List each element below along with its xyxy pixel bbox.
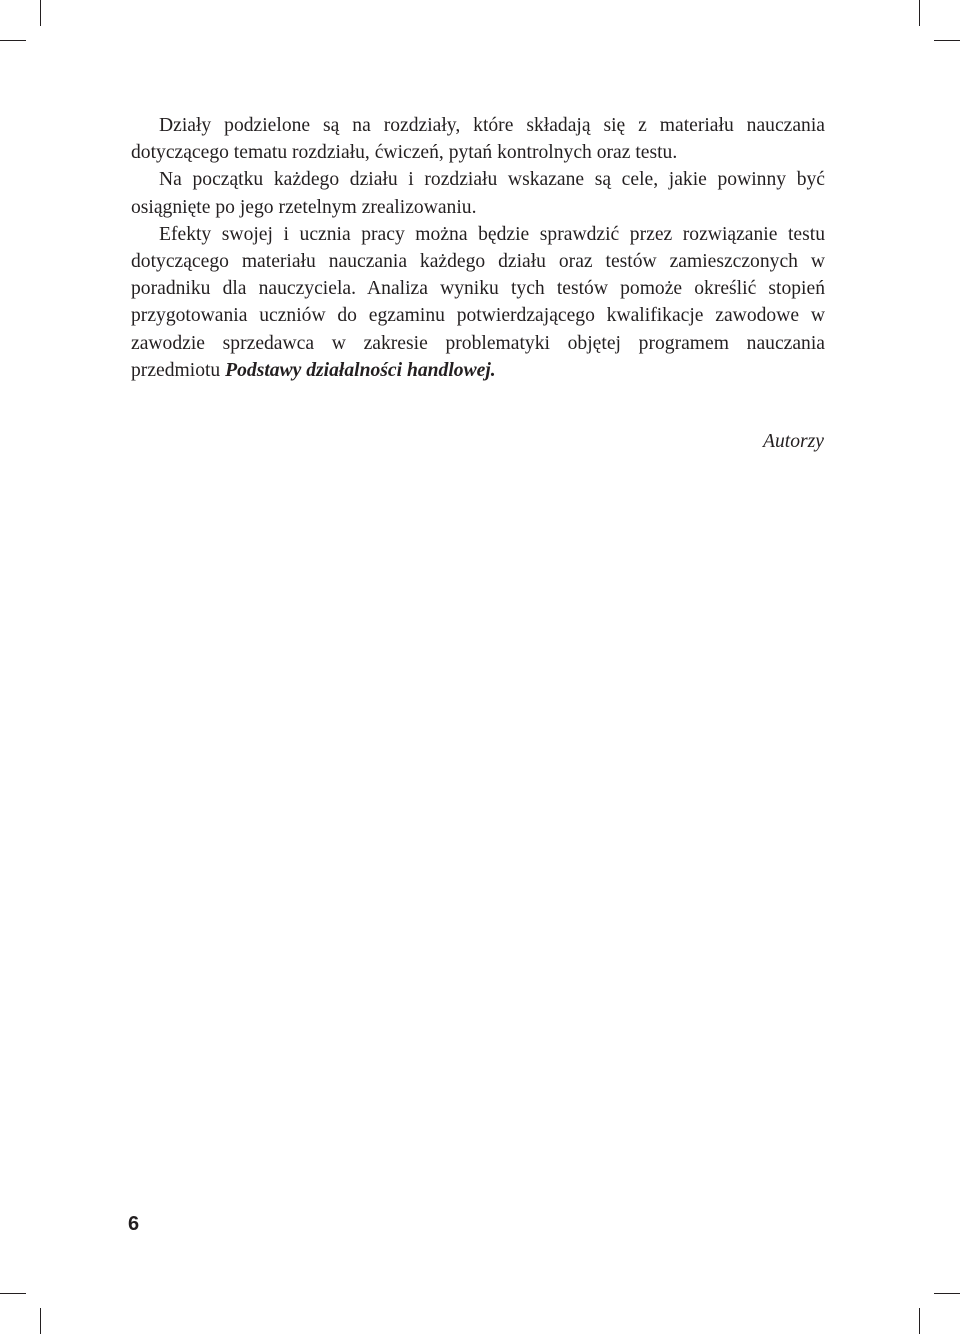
crop-mark-bottom-right-horizontal (934, 1293, 960, 1294)
paragraph-3 (131, 221, 825, 384)
paragraph-3-text: Efekty swojej i ucznia pracy można będzie sprawdzić przez rozwiązanie testu dotyczącego materiału nauczania każdego działu oraz testów zamieszczonych w poradniku dla nauczyciela. Analiza wyniku tych testów pomoże określić stopień przygotowania uczniów do egzaminu potwierdzającego kwalifikacje zawodowe w zawodzie sprzedawca w zakresie problematyki objętej programem nauczania przedmiotu (131, 223, 825, 381)
page-number: 6 (128, 1213, 140, 1235)
body-text (131, 112, 825, 384)
crop-mark-bottom-left (40, 1308, 41, 1334)
paragraph-2-text: Na początku każdego działu i rozdziału wskazane są cele, jakie powinny być osiągnięte po jego rzetelnym zrealizowaniu. (131, 169, 825, 218)
crop-mark-bottom-left-horizontal (0, 1293, 26, 1294)
crop-mark-top-right (919, 0, 920, 26)
crop-mark-top-left (40, 0, 41, 26)
crop-mark-top-right-horizontal (934, 40, 960, 41)
signature: Autorzy (763, 431, 824, 452)
crop-mark-top-left-horizontal (0, 40, 26, 41)
paragraph-2 (131, 166, 825, 220)
subject-title: Podstawy działalności handlowej. (225, 359, 496, 381)
crop-mark-bottom-right (919, 1308, 920, 1334)
paragraph-1-text: Działy podzielone są na rozdziały, które składają się z materiału nauczania dotyczącego tematu rozdziału, ćwiczeń, pytań kontrolnych oraz testu. (131, 115, 825, 164)
paragraph-1 (131, 112, 825, 166)
